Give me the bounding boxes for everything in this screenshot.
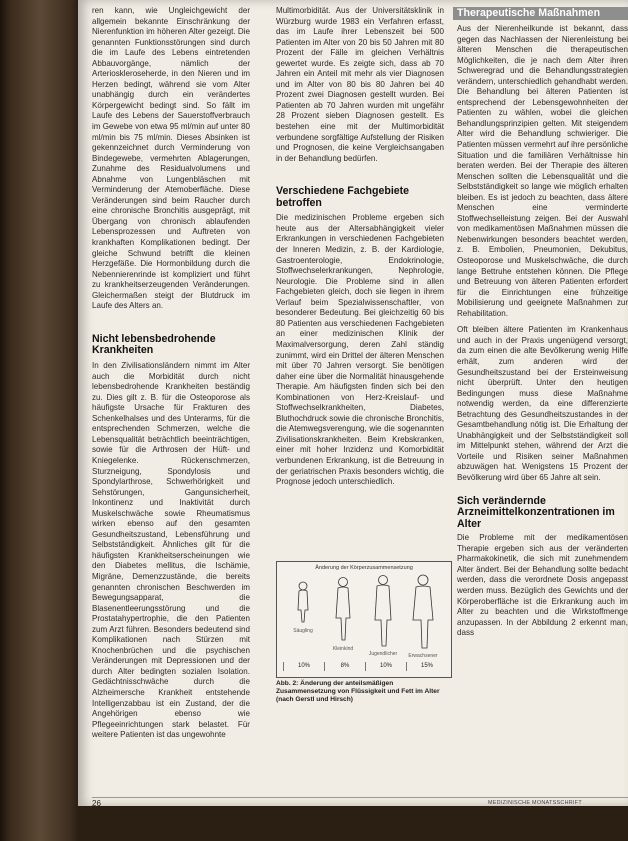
paragraph: In den Zivilisationsländern nimmt im Alter auch die Morbidität durch nicht lebensbedrohende Krankheiten beständig zu. Dies gilt z. B. für die Osteoporose als häufigste Ursache für Frakturen des Schenkelhalses und des Unterarms, für die entsprechenden Schmerzen, welche die Lebensqualität beträchtlich beeinträchtigen, sowie für die Arthrosen der Hüft- und Kniegelenke. Rückenschmerzen, Sturzneigung, Spondylosis und Spondylarthrose, Schwerhörigkeit und Sehstörungen, Gangunsicherheit, Inkontinenz und Inaktivität durch Muskelschwäche sowie Rheumatismus wirken ebenso auf den gesamten Gesundheitszustand, Lebensführung und Selbstständigkeit. Ähnliches gilt für die häufigsten Krankheitserscheinungen wie den Diabetes mellitus, die Ischämie, Migräne, Demenzzustände, die bereits genannten chronischen Beschwerden im Bewegungsapparat, die Blasenentleerungsstörung und die Prostatahypertrophie, die den Patienten zum Arzt führen. Besonders bedeutend sind Komplikationen nach Stürzen mit Knochenbrüchen und die psychischen Veränderungen mit Depressionen und der durch Alter bedingten sozialen Isolation. Gedächtnisschwäche durch die Alzheimersche Krankheit entstehende Intelligenzabbau ist ein Zustand, der die Angehörigen ebenso wie Pflegeeinrichtungen stark belastet. Für weitere Patienten ist das ungewohnte — [92, 361, 250, 740]
percent-value: 10% — [365, 662, 406, 671]
infant-figure-icon — [298, 582, 308, 622]
percent-value: 8% — [324, 662, 365, 671]
section-heading: Therapeutische Maßnahmen — [457, 7, 601, 19]
percent-value: 10% — [283, 662, 324, 671]
journal-footer: MEDIZINISCHE MONATSSCHRIFT — [488, 800, 582, 806]
paragraph: Die medizinischen Probleme ergeben sich heute aus der Altersabhängigkeit vieler Erkrankungen in verschiedenen Fachgebieten der Inneren Medizin, z. B. der Kardiologie, Gastroenterologie, Endokrinologie, Stoffwechselerkrankungen, Nephrologie, Neurologie. Die Probleme sind in allen Fachgebieten gleich, doch sie liegen in ihrem Verlauf beim Spezialwissenschaftler, von besonderer Bedeutung. Bei gleichzeitig 60 bis 80 Patienten aus verschiedenen Fachgebieten an einer medizinischen Klinik der Maximalversorgung, deren Zahl ständig zunimmt, wird ein Drittel der älteren Menschen mit über 70 Jahren versorgt. Sie benötigen daher eine über die Normalität hinausgehende Therapie. Am häufigsten finden sich bei den Kombinationen von Herz-Kreislauf- und Stoffwechselkrankheiten, Diabetes, Bluthochdruck sowie die chronische Bronchitis, die Atemwegsverengung, wie die sogenannten Zivilisationskrankheiten. Beim Krebskranken, einer mit hoher Inzidenz und Komorbidität verbundenen Erkrankung, ist die Betreuung in der geriatrischen Praxis besonders wichtig, die Prognose jedoch unterschiedlich. — [276, 213, 444, 487]
text-column-right — [457, 24, 628, 639]
paragraph: Oft bleiben ältere Patienten im Krankenhaus und auch in der Praxis ungenügend versorgt, da zum einen die alte Bevölkerung wenig Hilfe erhält, zum anderen wird der Gesundheitszustand bei der Ersteinweisung nicht überprüft. Unter den heutigen Bedingungen muss diese Maßnahme notwendig werden, da eine differenzierte Betrachtung des Gesundheitszustandes in der Gesamtbehandlung nötig ist. Die Erhaltung der Unabhängigkeit und der Selbstständigkeit soll im Mittelpunkt stehen, während der Arzt die Vorteile und Risiken seiner Maßnahmen abzuwägen hat. Wenigstens 15 Prozent der Bevölkerung wird über 65 Jahre alt sein. — [457, 325, 628, 482]
section-heading: Nicht lebensbedrohende Krankheiten — [92, 332, 216, 357]
adult-figure-icon — [413, 575, 433, 648]
paragraph: ren kann, wie Ungleichgewicht der allgemein bekannte Einschränkung der Nierenfunktion im höheren Alter gezeigt. Die genannten Funktionsstörungen sind durch die im Laufe des Lebens eintretenden Abbauvorgänge, nämlich der Arterioskleroseherde, in den Nieren und im Herzen bedingt, während sie vom Alter unabhängig durch ein verändertes Körpergewicht bedingt sind. So fällt im Laufe des Lebens der Sauerstoffverbrauch im Gewebe von etwa 95 ml/min auf unter 80 ml/min bis 75 ml/min. Dieses Absinken ist gekennzeichnet durch Verminderung von Bindegewebe, vermehrten Ablagerungen, Zunahme des Residualvolumens und Abnahme von Lungenbläschen mit Verminderung der Atemoberfläche. Diese Veränderungen sind beim Raucher durch eine chronische Bronchitis ausgeprägt, mit Übergang von chronisch ablaufenden Lebensprozessen und Auftreten von krankhaften Komplikationen bedingt. Der gleiche Schwund betrifft die kleinen Herzgefäße. Die Hormonbildung durch die Nebennierenrinde ist kompliziert und führt zu krankheitserzeugenden Veränderungen. Gleichermaßen steigt der Blutdruck im Laufe des Alters an. — [92, 6, 250, 311]
percent-value: 15% — [406, 662, 447, 671]
highlight-heading-bar — [453, 7, 628, 20]
figure-label: Erwachsener — [408, 653, 438, 659]
figure-label: Jugendlicher — [368, 651, 398, 657]
paragraph: Multimorbidität. Aus der Universitätsklinik in Würzburg wurde 1983 ein Verfahren erfasst, das im Laufe ihrer Lebenszeit bei 500 Patienten im Alter von 20 bis 50 Jahren mit 80 Prozent der Fälle im gleichen Verhältnis gewertet wurde. Es zeigte sich, dass ab 70 Jahren ein Anteil mit mehr als vier Diagnosen und im Alter von 80 bis 80 Jahren bei 40 Prozent zwei Diagnosen gestellt wurden. Bei Patienten ab 70 Jahren wurden mit ungefähr 28 Prozent sieben Diagnosen gestellt. Es bestehen eine mit der Multimorbidität verbundene sorgfältige Aufstellung der Risiken und Prognosen, die keine Vergleichsangaben in der Behandlung bedürfen. — [276, 6, 444, 163]
figure-body-composition — [276, 561, 452, 678]
figure-label: Kleinkind — [332, 646, 354, 652]
figure-caption: Abb. 2: Änderung der anteilsmäßigen Zusammensetzung von Flüssigkeit und Fett im Alter (nach Gerstl und Hirsch) — [276, 680, 440, 703]
paragraph: Aus der Nierenheilkunde ist bekannt, dass gegen das Nachlassen der Nierenleistung bei älteren Menschen die therapeutischen Möglichkeiten, die je nach dem Alter ihren Schweregrad und die Behandlungsstrategien verändern, unterschiedlich gehandhabt werden. Die Behandlung bei älteren Patienten ist entsprechend der Lebensgewohnheiten der Patienten zu wählen, wobei die gleichen Behandlungsprinzipien gelten. Mit steigendem Alter wird die Behandlung schwieriger. Die Patienten müssen vermehrt auf ihre persönliche Situation und die familiären Verhältnisse hin beraten werden. Bei der Therapie des älteren Menschen sollten die Lebensqualität und die Selbstständigkeit so lange wie möglich erhalten bleiben. Es ist jedoch zu beachten, dass ältere Menschen eine verminderte Stoffwechselleistung zeigen. Bei der Auswahl von medikamentösen Maßnahmen müssen die Nebenwirkungen besonders beachtet werden, z. B. Embolien, Pneumonien, Dekubitus, Osteoporose und Muskelschwäche, die durch lange Bettruhe entstehen können. Die Pflege und Betreuung von älteren Patienten erfordert für die Einrichtungen eine frühzeitige Mobilisierung und geeignete Maßnahmen zur Rehabilitation. — [457, 24, 628, 318]
figure-label: Säugling — [293, 628, 313, 634]
section-heading: Verschiedene Fachgebiete betroffen — [276, 185, 410, 209]
adolescent-figure-icon — [375, 576, 391, 647]
figure-illustration — [277, 570, 451, 670]
figure-title: Änderung der Körperzusammensetzung — [315, 565, 413, 571]
text-column-left — [92, 6, 250, 741]
section-heading: Sich verändernde Arzneimittelkonzentrationen im Alter — [457, 494, 615, 530]
footer-rule — [92, 797, 628, 798]
percent-row — [283, 662, 447, 671]
paragraph: Die Probleme mit der medikamentösen Therapie ergeben sich aus der veränderten Pharmakokinetik, die sich mit zunehmendem Alter ändert. Bei der Behandlung sollte bedacht werden, dass die verordnete Dosis angepasst werden muss. Bezüglich des Gewichts und der Körperoberfläche ist die Erkrankung auch im Alter zu beachten und die Wirkstoffmenge anzupassen. In der Abbildung 2 erkennt man, dass — [457, 533, 628, 638]
page-number: 26 — [92, 799, 101, 808]
child-figure-icon — [336, 578, 350, 641]
text-column-middle — [276, 6, 444, 488]
